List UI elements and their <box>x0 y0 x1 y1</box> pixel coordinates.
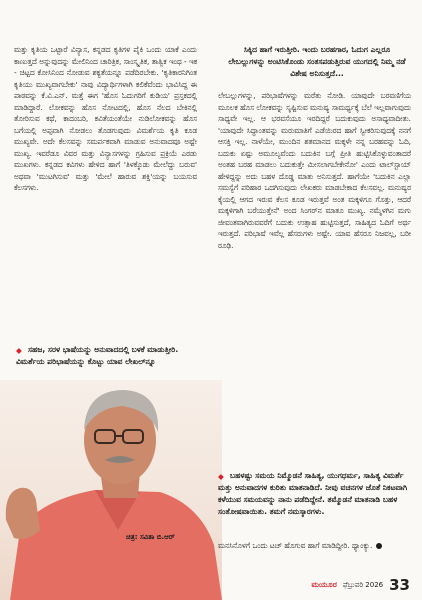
magazine-logo: ಮಯೂರ <box>311 580 337 589</box>
right-body-text: ಲೇಬಲ್ಲುಗಳನ್ನು, ಪರಿಭಾಷೆಗಳನ್ನು ಮರೆತು ನೋಡಿ. ಯಾವುದೇ ಬರವಣಿಗೆಯ ಮೂಲಕ ಹೊಸ ಲೋಕವನ್ನು ಸೃಷ್ಟಿಸುವ ಮನುಷ್ಯ ಸಾಮರ್ಥ್ಯಕ್ಕೆ ಬೆಲೆ ಇಲ್ಲವಾಗುವುದು ಸಾಧ್ಯವೇ ಇಲ್ಲ. ಆ ಭರವಸೆಯೂ ಇರದಿದ್ದರೆ ಬದುಕುವುದು ಅಸಾಧ್ಯವಾದೀತು. 'ಯಾವುದೇ ಸಿದ್ಧಾಂತವನ್ನು ಮರುಮಾತಿಗೆ ಎಡೆಯಿರದ ಹಾಗೆ ಸ್ವೀಕರಿಸುವುದಕ್ಕೆ ನನಗೆ ಆಸಕ್ತಿ ಇಲ್ಲ. ನಾಳೆಯೇ, ಮುಂದಿನ ಶತಮಾನದ ಮಕ್ಕಳೇ ನನ್ನ ಬರಹವನ್ನು ಓದಿ, ಬದುಕು ಏಷ್ಟು ಅಮೂಲ್ಯವೆಂದು ಬದುಕಿನ ಬಗ್ಗೆ ಪ್ರೀತಿ ಹುಟ್ಟಿಸಿಕೊಳ್ಳುವಂತಾದರೆ ಅಂತಹ ಬರಹ ಮಾಡಲು ಬದುಕುತ್ತೇ ಮೀಸಲಾಗಬೇಕೇನೋ' ಎಂದು ಟಾಲ್‌ಸ್ಟಾಯ್ ಹೇಳಿದ್ದನ್ನು ಅದು ಬಹಳ ದೊಡ್ಡ ಮಾತು ಅನಿಸುತ್ತದೆ. ಹಾಗೆಯೇ 'ಬದುಕಿನ ಎಲ್ಲಾ ಸಮಸ್ಯೆಗೆ ಪರಿಹಾರ ಒದಗಿಸುವುದು ಲೇಖಕರು ಮಾಡಬೇಕಾದ ಕೆಲಸವಲ್ಲ. ಮನುಷ್ಯರ ಕೈಯಲ್ಲಿ ಆಗದ ಇರುವ ಕೆಲಸ ಕೂಡ ಇರುತ್ತವೆ ಅಂತ ಮಕ್ಕಳಿಗೂ ಗೊತ್ತು, ಆದರೆ ಮಕ್ಕಳಿಗಾಗಿ ಬರೆಯುತ್ತೇನೆ' ಅಂದ ಸಿಂಗರ್‌ನ ಮಾತೂ ಮುಖ್ಯ. ನಮ್ಮೆಳಗಿನ ಮಗು ಜೀವಂತವಾಗಿರುವವರೆಗೆ ಬದುಕು ಉತ್ಸಾಹ ಹುಟ್ಟಿಸುತ್ತದೆ, ಸಾಹಿತ್ಯದ ಓದಿಗೆ ಅರ್ಥ ಇರುತ್ತದೆ. ಪರಿಭಾಷೆ ಇವೆಲ್ಲ ಹೆಸರುಗಳು ಅಷ್ಟೇ. ಯಾವ ಹೆಸರೂ ನಿಜವಲ್ಲ, ಬರೀ ರೂಢಿ. <box>218 91 411 250</box>
red-diamond-icon: ◆ <box>218 472 224 481</box>
left-column <box>14 44 197 194</box>
pull-quote-right <box>218 470 408 518</box>
pull-quote-left-text: ಸಹಜ, ಸರಳ ಭಾಷೆಯನ್ನು ಅನುವಾದದಲ್ಲಿ ಬಳಕೆ ಮಾಡುತ್ತೀರಿ. ವಿಮರ್ಶೆಯ ಪರಿಭಾಷೆಯನ್ನು ಕೊಟ್ಟು ಯಾವ ಲೇಖಲ್‌ನ್ನೂ <box>16 345 179 366</box>
closing-paragraph <box>218 540 408 552</box>
photo-caption: ಚಿತ್ರ: ಸವಿತಾ ಬಿ.ಆರ್ <box>126 533 175 541</box>
left-body-text: ಮತ್ತು ಕೃತಿಯ ಒಟ್ಟಾರೆ ವಿನ್ಯಾಸ, ಕನ್ನಡದ ಕೃತಿಗಳ ಪೈಕಿ ಒಂದು ಯಾಕೆ ಎಂದು ಕಾಣುತ್ತದೆ ಅನ್ನುವುದನ್ನು ಮೇಲಿನಿಂದ ಚಾರಿತ್ರಿಕ, ಸಾಂಸ್ಕೃತಿಕ, ತಾತ್ವಿಕ ಇಂಥ - ಇಕ - ಚಿಟ್ಟದ ಕೋಸಿನಿಂದ ನೋಡುವ ಶಕ್ಯತೆಯನ್ನೂ ಪಡೆದಿರಬೇಕು. 'ಕೃತಿಕಾರನಿಗಿಂತ ಕೃತಿಯು ಮುಖ್ಯವಾಗಬೇಕು' ನಾವು ವಿದ್ಯಾರ್ಥಿಗಳಾಗಿ ಕಲಿಕೆವೆಂದು ಭಾವಿಸಿದ್ದ ಈ ಪಾಠವನ್ನು ಕೆ.ವಿ.ಎನ್. ಮತ್ತೆ ಈಗ 'ಹೊಸ ಓದುಗರಿಗೆ ಕುಡಿಯ' ಪ್ರಸ್ತಕದಲ್ಲಿ ಮಾಡಿದ್ದಾರೆ. ಲೋಕವನ್ನು ಹೊಸ ನೋಟದಲ್ಲಿ, ಹೊಸ ನೆಲದ ಬೇಕಿನಲ್ಲಿ ತೋರಿಸುವ ಕಥೆ, ಕಾದಂಬರಿ, ಕವಿತೆಯಂತೆಯೇ ನುಡಿಲೋಕವನ್ನು ಹೊಸ ಬಗೆಯಲ್ಲಿ ಅಪ್ಪವಾಗಿ ನೋಡಲು ತೊಡಗುವುದು ವಿಮರ್ಶೆಯ ಕೃತಿ ಕೂಡ ಮುಖ್ಯವೇ. ಅದೇ ಕೆಲಸವನ್ನು ಸಮರ್ಪಕವಾಗಿ ಮಾಡುವ ಅನುವಾದವೂ ಅಷ್ಟೇ ಮುಖ್ಯ. ಇವರೆಡೂ ವಿವರ ಮತ್ತು ವಿನ್ಯಾಸಗಳನ್ನು ಗ್ರಹಿಸುವ ಪ್ರಕ್ರಿಯೆ ಎರಡು ಮುಖಗಳು. ಕನ್ನಡದ ಕವಿಗಳು ಹೇಳಿದ ಹಾಗೆ 'ತಿಳಕ್ಕೊಡು ಮೇಲೆದ್ದು ಬರುವ' ಅಥವಾ 'ಮುಟಗಿಸುವ' ಮತ್ತು 'ಮೇಲೆ ಹಾರುವ ಶಕ್ತಿ'ಯನ್ನು ಬಯಸುವ ಕೆಲಸಗಳು. <box>14 45 197 192</box>
interview-question: ಸಿಕ್ಕಿದ ಹಾಗೆ ಇರುತ್ತೀರಿ. ಇಂದು ಬರಹಗಾರ, ಓದುಗ ಎಲ್ಲರೂ ಲೇಬಲ್ಲುಗಳನ್ನು ಅಂಟಿಸಿಕೊಂಡು ಸಂತಸಪಡುತ್ತಿರುವ ಯುಗದಲ್ಲಿ ನಿಮ್ಮ ನಡೆ ವಿಶೇಷ ಅನಿಸುತ್ತದೆ... <box>228 45 406 78</box>
page-footer <box>311 576 410 594</box>
portrait-photo <box>0 380 222 600</box>
page-number: 33 <box>389 576 410 594</box>
pull-quote-left <box>16 344 202 368</box>
right-column <box>218 90 411 251</box>
portrait-illustration <box>0 380 222 600</box>
end-mark-icon <box>376 543 382 549</box>
issue-date: ಫೆಬ್ರುವರಿ 2026 <box>342 580 384 589</box>
pull-quote-right-text: ಬಹಳಷ್ಟು ಸಮಯ ನಿಮ್ಮೊಡನೆ ಸಾಹಿತ್ಯ, ಯುಗಧರ್ಮ, ಸಾಹಿತ್ಯ ವಿಮರ್ಶೆ ಮತ್ತು ಅನುವಾದಗಳ ಕುರಿತು ಮಾತನಾಡಿದೆ. ನೀವು ವಚನಗಳ ಜೊತೆ ನಿಕಟವಾಗಿ ಕಳೆಯುವ ಸಮಯವನ್ನು ನಾನು ಪಡೆದಿದ್ದೇನೆ. ತಮ್ಮೊಡನೆ ಮಾತನಾಡಿ ಬಹಳ ಸಂತೋಷವಾಯಿತು. ತಮಗೆ ನಮಸ್ಕಾರಗಳು. <box>218 471 408 516</box>
closing-text: ಮನಸಿನೊಳಗೆ ಒಂದು ಟಚ್ ಹೊಗುವ ಹಾಗೆ ಮಾಡಿದ್ದೀರಿ. ಥ್ಯಾಂಕ್ಯು. <box>218 541 373 550</box>
red-diamond-icon: ◆ <box>16 346 22 355</box>
